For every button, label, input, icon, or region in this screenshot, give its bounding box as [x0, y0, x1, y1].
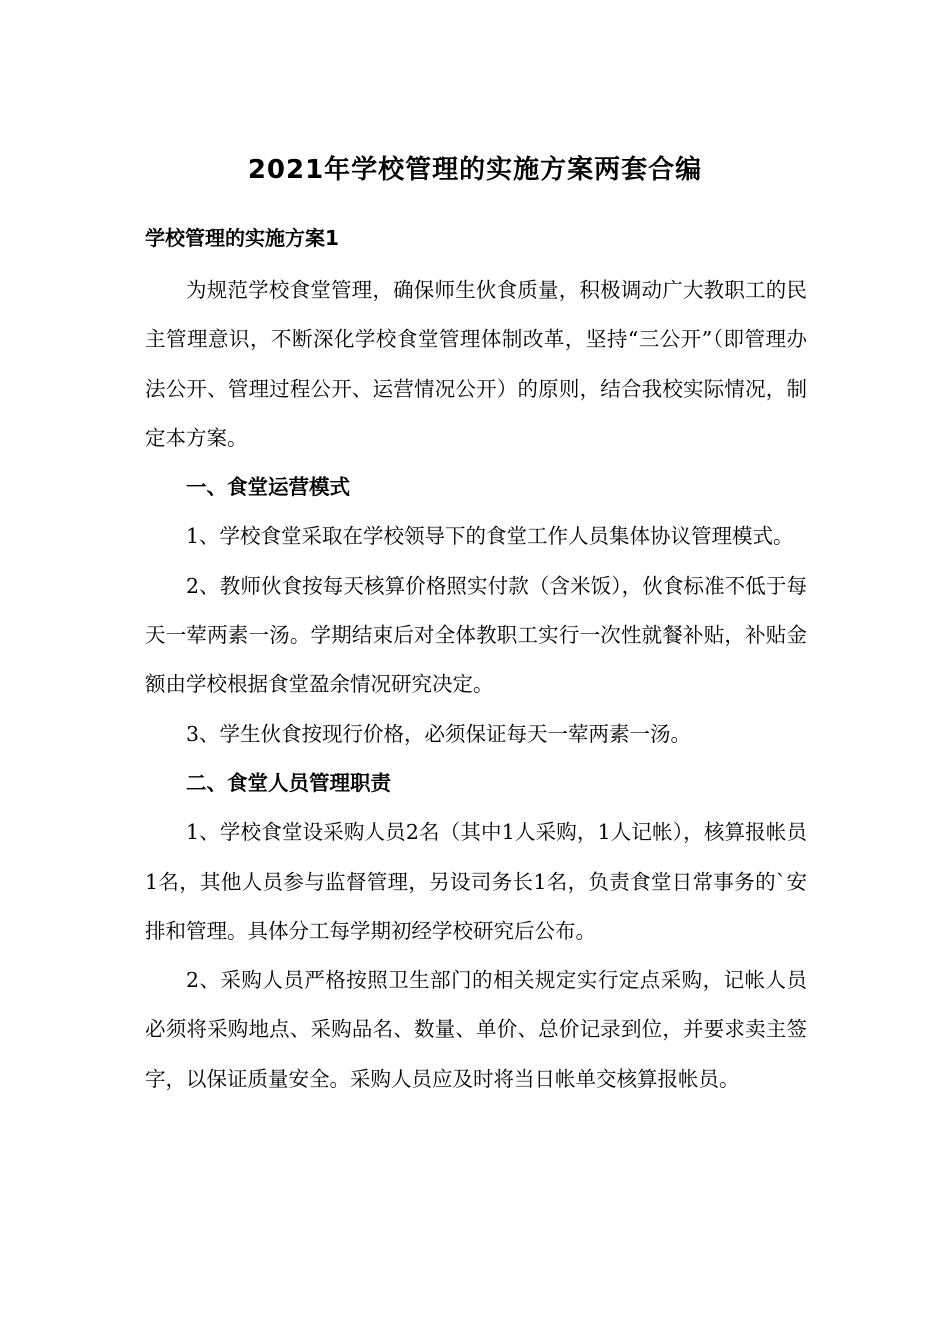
paragraph-intro: 为规范学校食堂管理，确保师生伙食质量，积极调动广大教职工的民主管理意识，不断深化学校食堂管理体制改革，坚持“三公开”（即管理办法公开、管理过程公开、运营情况公开）的原则，结合我校实际情况，制定本方案。 — [145, 278, 807, 450]
paragraph-item-2-1: 1、学校食堂设采购人员2名（其中1人采购，1人记帐），核算报帐员1名，其他人员参与监督管理，另设司务长1名，负责食堂日常事务的`安排和管理。具体分工每学期初经学校研究后公布。 — [145, 820, 807, 943]
document-title: 2021年学校管理的实施方案两套合编 — [247, 155, 703, 185]
paragraph-item-2-2: 2、采购人员严格按照卫生部门的相关规定实行定点采购，记帐人员必须将采购地点、采购品名、数量、单价、总价记录到位，并要求卖主签字，以保证质量安全。采购人员应及时将当日帐单交核算报帐员。 — [145, 968, 807, 1091]
paragraph-item-1-1: 1、学校食堂采取在学校领导下的食堂工作人员集体协议管理模式。 — [186, 524, 794, 549]
paragraph-item-1-3: 3、学生伙食按现行价格，必须保证每天一荤两素一汤。 — [186, 721, 692, 746]
document-body — [145, 266, 807, 1104]
heading-canteen-staff-duties: 二、食堂人员管理职责 — [186, 770, 391, 795]
section-title: 学校管理的实施方案1 — [145, 226, 339, 250]
heading-canteen-operation-mode: 一、食堂运营模式 — [186, 475, 350, 500]
paragraph-item-1-2: 2、教师伙食按每天核算价格照实付款（含米饭），伙食标准不低于每天一荤两素一汤。学期结束后对全体教职工实行一次性就餐补贴，补贴金额由学校根据食堂盈余情况研究决定。 — [145, 573, 807, 697]
